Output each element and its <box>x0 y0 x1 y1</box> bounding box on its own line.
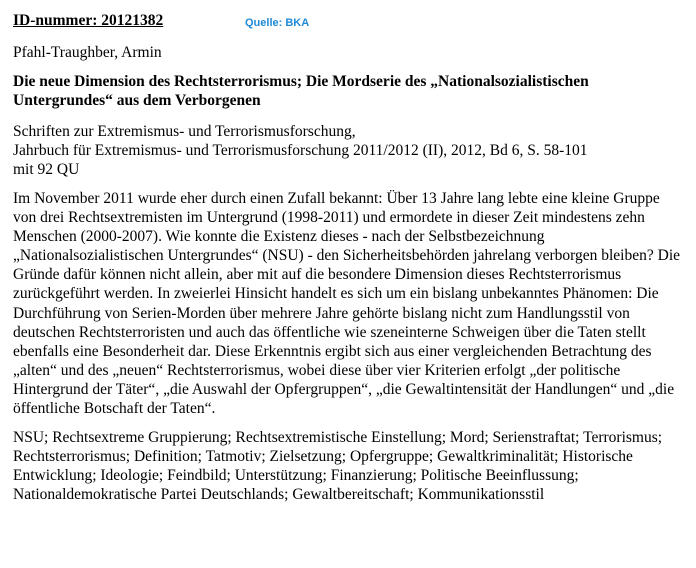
source-label: Quelle: BKA <box>245 17 310 29</box>
document-record <box>13 10 688 504</box>
series-line: mit 92 QU <box>13 161 80 178</box>
record-id: ID-nummer: 20121382 <box>13 12 164 29</box>
series-line: Schriften zur Extremismus- und Terrorismusforschung, <box>13 123 356 140</box>
author: Pfahl-Traughber, Armin <box>13 44 162 61</box>
keywords: NSU; Rechtsextreme Gruppierung; Rechtsextremistische Einstellung; Mord; Serienstraftat; Terrorismus; Rechtsterrorismus; Definition; Tatmotiv; Zielsetzung; Opfergruppe; Gewaltkriminalität; Historische Entwicklung; Ideologie; Feindbild; Unterstützung; Finanzierung; Politische Beeinflussung; Nationaldemokratische Partei Deutschlands; Gewaltbereitschaft; Kommunikationsstil <box>13 429 663 504</box>
document-title: Die neue Dimension des Rechtsterrorismus; Die Mordserie des „Nationalsozialistischen Untergrundes“ aus dem Verborgenen <box>13 73 589 109</box>
publication-info <box>13 122 688 179</box>
series-line: Jahrbuch für Extremismus- und Terrorismusforschung 2011/2012 (II), 2012, Bd 6, S. 58-101 <box>13 142 588 159</box>
abstract: Im November 2011 wurde eher durch einen Zufall bekannt: Über 13 Jahre lang lebte eine kleine Gruppe von drei Rechtsextremisten im Untergrund (1998-2011) und ermordete in dieser Zeit mindestens zehn Menschen (2000-2007). Wie konnte die Existenz dieses - nach der Selbstbezeichnung „Nationalsozialistischen Untergrundes“ (NSU) - den Sicherheitsbehörden jahrelang verborgen bleiben? Die Gründe dafür können nicht allein, aber mit auf die besondere Dimension dieses Rechtsterrorismus zurückgeführt werden. In zweierlei Hinsicht handelt es sich um ein bislang unbekanntes Phänomen: Die Durchführung von Serien-Morden über mehrere Jahre gehörte bislang nicht zum Handlungsstil von deutschen Rechtsterroristen und auch das öffentliche wie szeneinterne Schweigen über die Taten stellt ebenfalls eine Besonderheit dar. Diese Erkenntnis ergibt sich aus einer vergleichenden Betrachtung des „alten“ und des „neuen“ Rechtsterrorismus, wobei diese über vier Kriterien erfolgt „der politische Hintergrund der Täter“, „die Auswahl der Opfergruppen“, „die Gewaltintensität der Handlungen“ und „die öffentliche Botschaft der Taten“. <box>13 190 680 418</box>
